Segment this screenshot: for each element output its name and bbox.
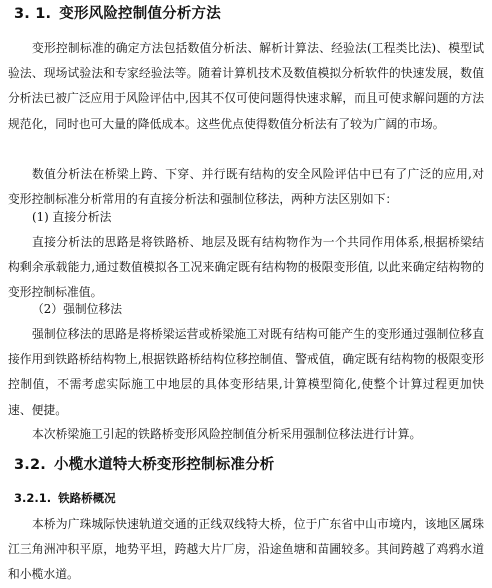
paragraph-forced-displacement: 强制位移法的思路是将桥梁运营或桥梁施工对既有结构可能产生的变形通过强制位移直接作用到铁路桥结构物上,根据铁路桥结构位移控制值、警戒值，确定既有结构物的极限变形控制值，不需考虑实际施工中地层的具体变形结果,计算模型简化,使整个计算过程更加快速、便捷。 [8, 327, 484, 417]
section-number: 3.2.1. [14, 491, 52, 505]
section-number: 3.2. [14, 457, 46, 473]
paragraph-numerical-analysis: 数值分析法在桥梁上跨、下穿、并行既有结构的安全风险评估中已有了广泛的应用,对变形控制标准分析常用的有直接分析法和强制位移法，两种方法区别如下： [8, 167, 484, 207]
paragraph-method-choice: 本次桥梁施工引起的铁路桥变形风险控制值分析采用强制位移法进行计算。 [32, 427, 422, 441]
section-title: 变形风险控制值分析方法 [59, 6, 221, 22]
section-heading-3-2 [14, 455, 275, 475]
list-item-forced-displacement: （2）强制位移法 [32, 302, 123, 316]
paragraph-bridge-overview: 本桥为广珠城际快速轨道交通的正线双线特大桥，位于广东省中山市境内，该地区属珠江三角洲冲积平原，地势平坦，跨越大片厂房，沿途鱼塘和苗圃较多。其间跨越了鸡鸦水道和小榄水道。 [8, 517, 484, 582]
section-title: 铁路桥概况 [58, 491, 116, 505]
section-number: 3. 1. [14, 6, 52, 22]
section-heading-3-1 [14, 4, 221, 24]
paragraph-direct-analysis: 直接分析法的思路是将铁路桥、地层及既有结构物作为一个共同作用体系,根据桥梁结构剩余承载能力,通过数值模拟各工况来确定既有结构物的极限变形值, 以此来确定结构物的变形控制标准值。 [8, 235, 484, 300]
section-title: 小榄水道特大桥变形控制标准分析 [54, 457, 275, 473]
section-heading-3-2-1 [14, 490, 116, 506]
list-item-direct-analysis: (1) 直接分析法 [32, 210, 112, 224]
paragraph-methods-overview: 变形控制标准的确定方法包括数值分析法、解析计算法、经验法(工程类比法)、模型试验法、现场试验法和专家经验法等。随着计算机技术及数值模拟分析软件的快速发展，数值分析法已被广泛应用于风险评估中,因其不仅可使问题得快速求解，而且可使求解问题的方法规范化，同时也可大量的降低成本。这些优点使得数值分析法有了较为广阔的市场。 [8, 41, 484, 131]
